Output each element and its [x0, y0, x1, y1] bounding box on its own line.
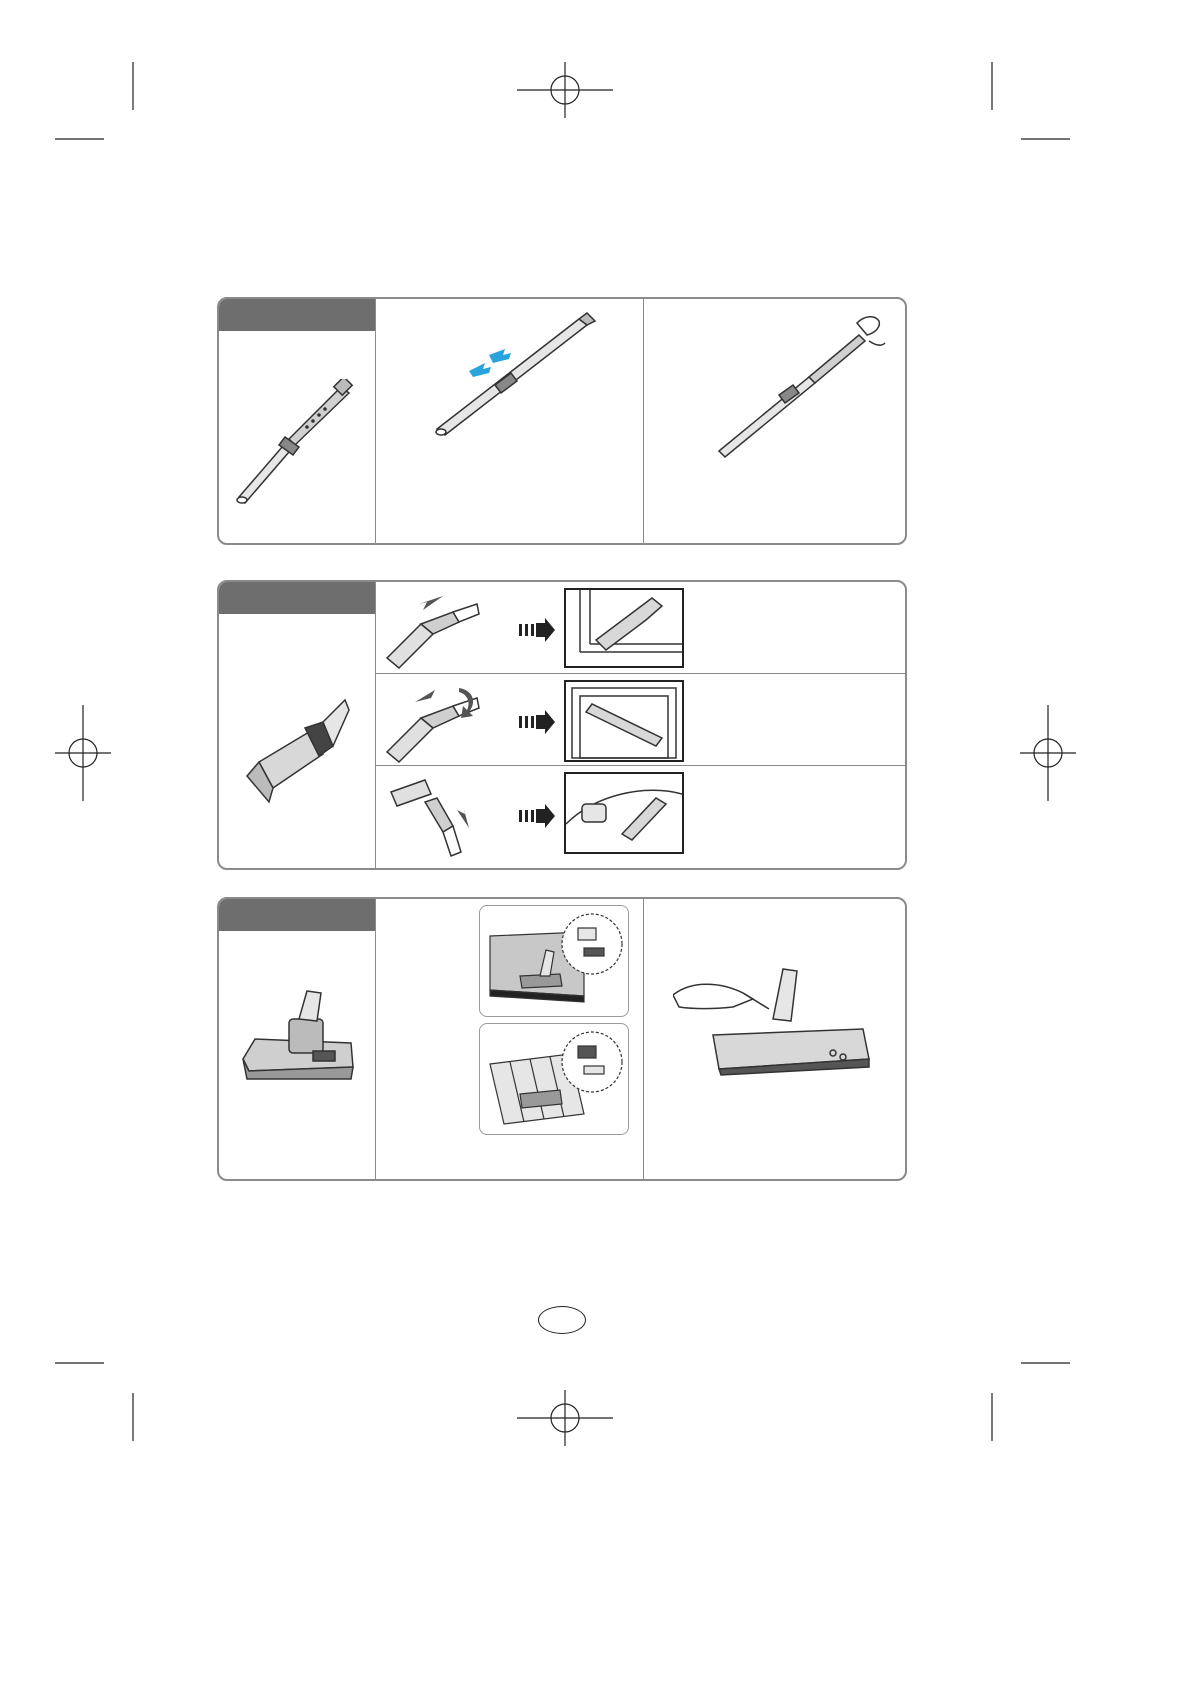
hard-floor-mode-thumb	[479, 1023, 629, 1135]
floor-nozzle-icon	[235, 989, 365, 1109]
section-tab	[219, 899, 375, 931]
nozzle-cleaning-illustration	[673, 949, 883, 1099]
crevice-tool-icon	[239, 692, 359, 822]
section-tab	[219, 582, 375, 614]
pipe-adjust-illustration	[429, 311, 609, 441]
page-number	[538, 1306, 586, 1334]
crevice-attach-step-2	[381, 682, 481, 764]
registration-mark-icon	[1020, 705, 1076, 801]
car-interior-scene	[564, 772, 684, 854]
crevice-attach-step-1	[381, 588, 481, 670]
registration-mark-icon	[517, 1390, 613, 1446]
registration-mark-icon	[55, 705, 111, 801]
section-telescopic-pipe	[217, 297, 907, 545]
registration-mark-icon	[517, 62, 613, 118]
crevice-attach-step-3	[381, 772, 481, 862]
section-floor-nozzle	[217, 897, 907, 1181]
section-crevice-tool	[217, 580, 907, 870]
telescopic-pipe-icon	[229, 379, 369, 529]
right-arrow-icon	[519, 804, 555, 828]
carpet-mode-thumb	[479, 905, 629, 1017]
section-tab	[219, 299, 375, 331]
right-arrow-icon	[519, 710, 555, 734]
pipe-remove-illustration	[689, 311, 889, 461]
corner-cleaning-scene	[564, 588, 684, 668]
window-frame-scene	[564, 680, 684, 762]
right-arrow-icon	[519, 618, 555, 642]
